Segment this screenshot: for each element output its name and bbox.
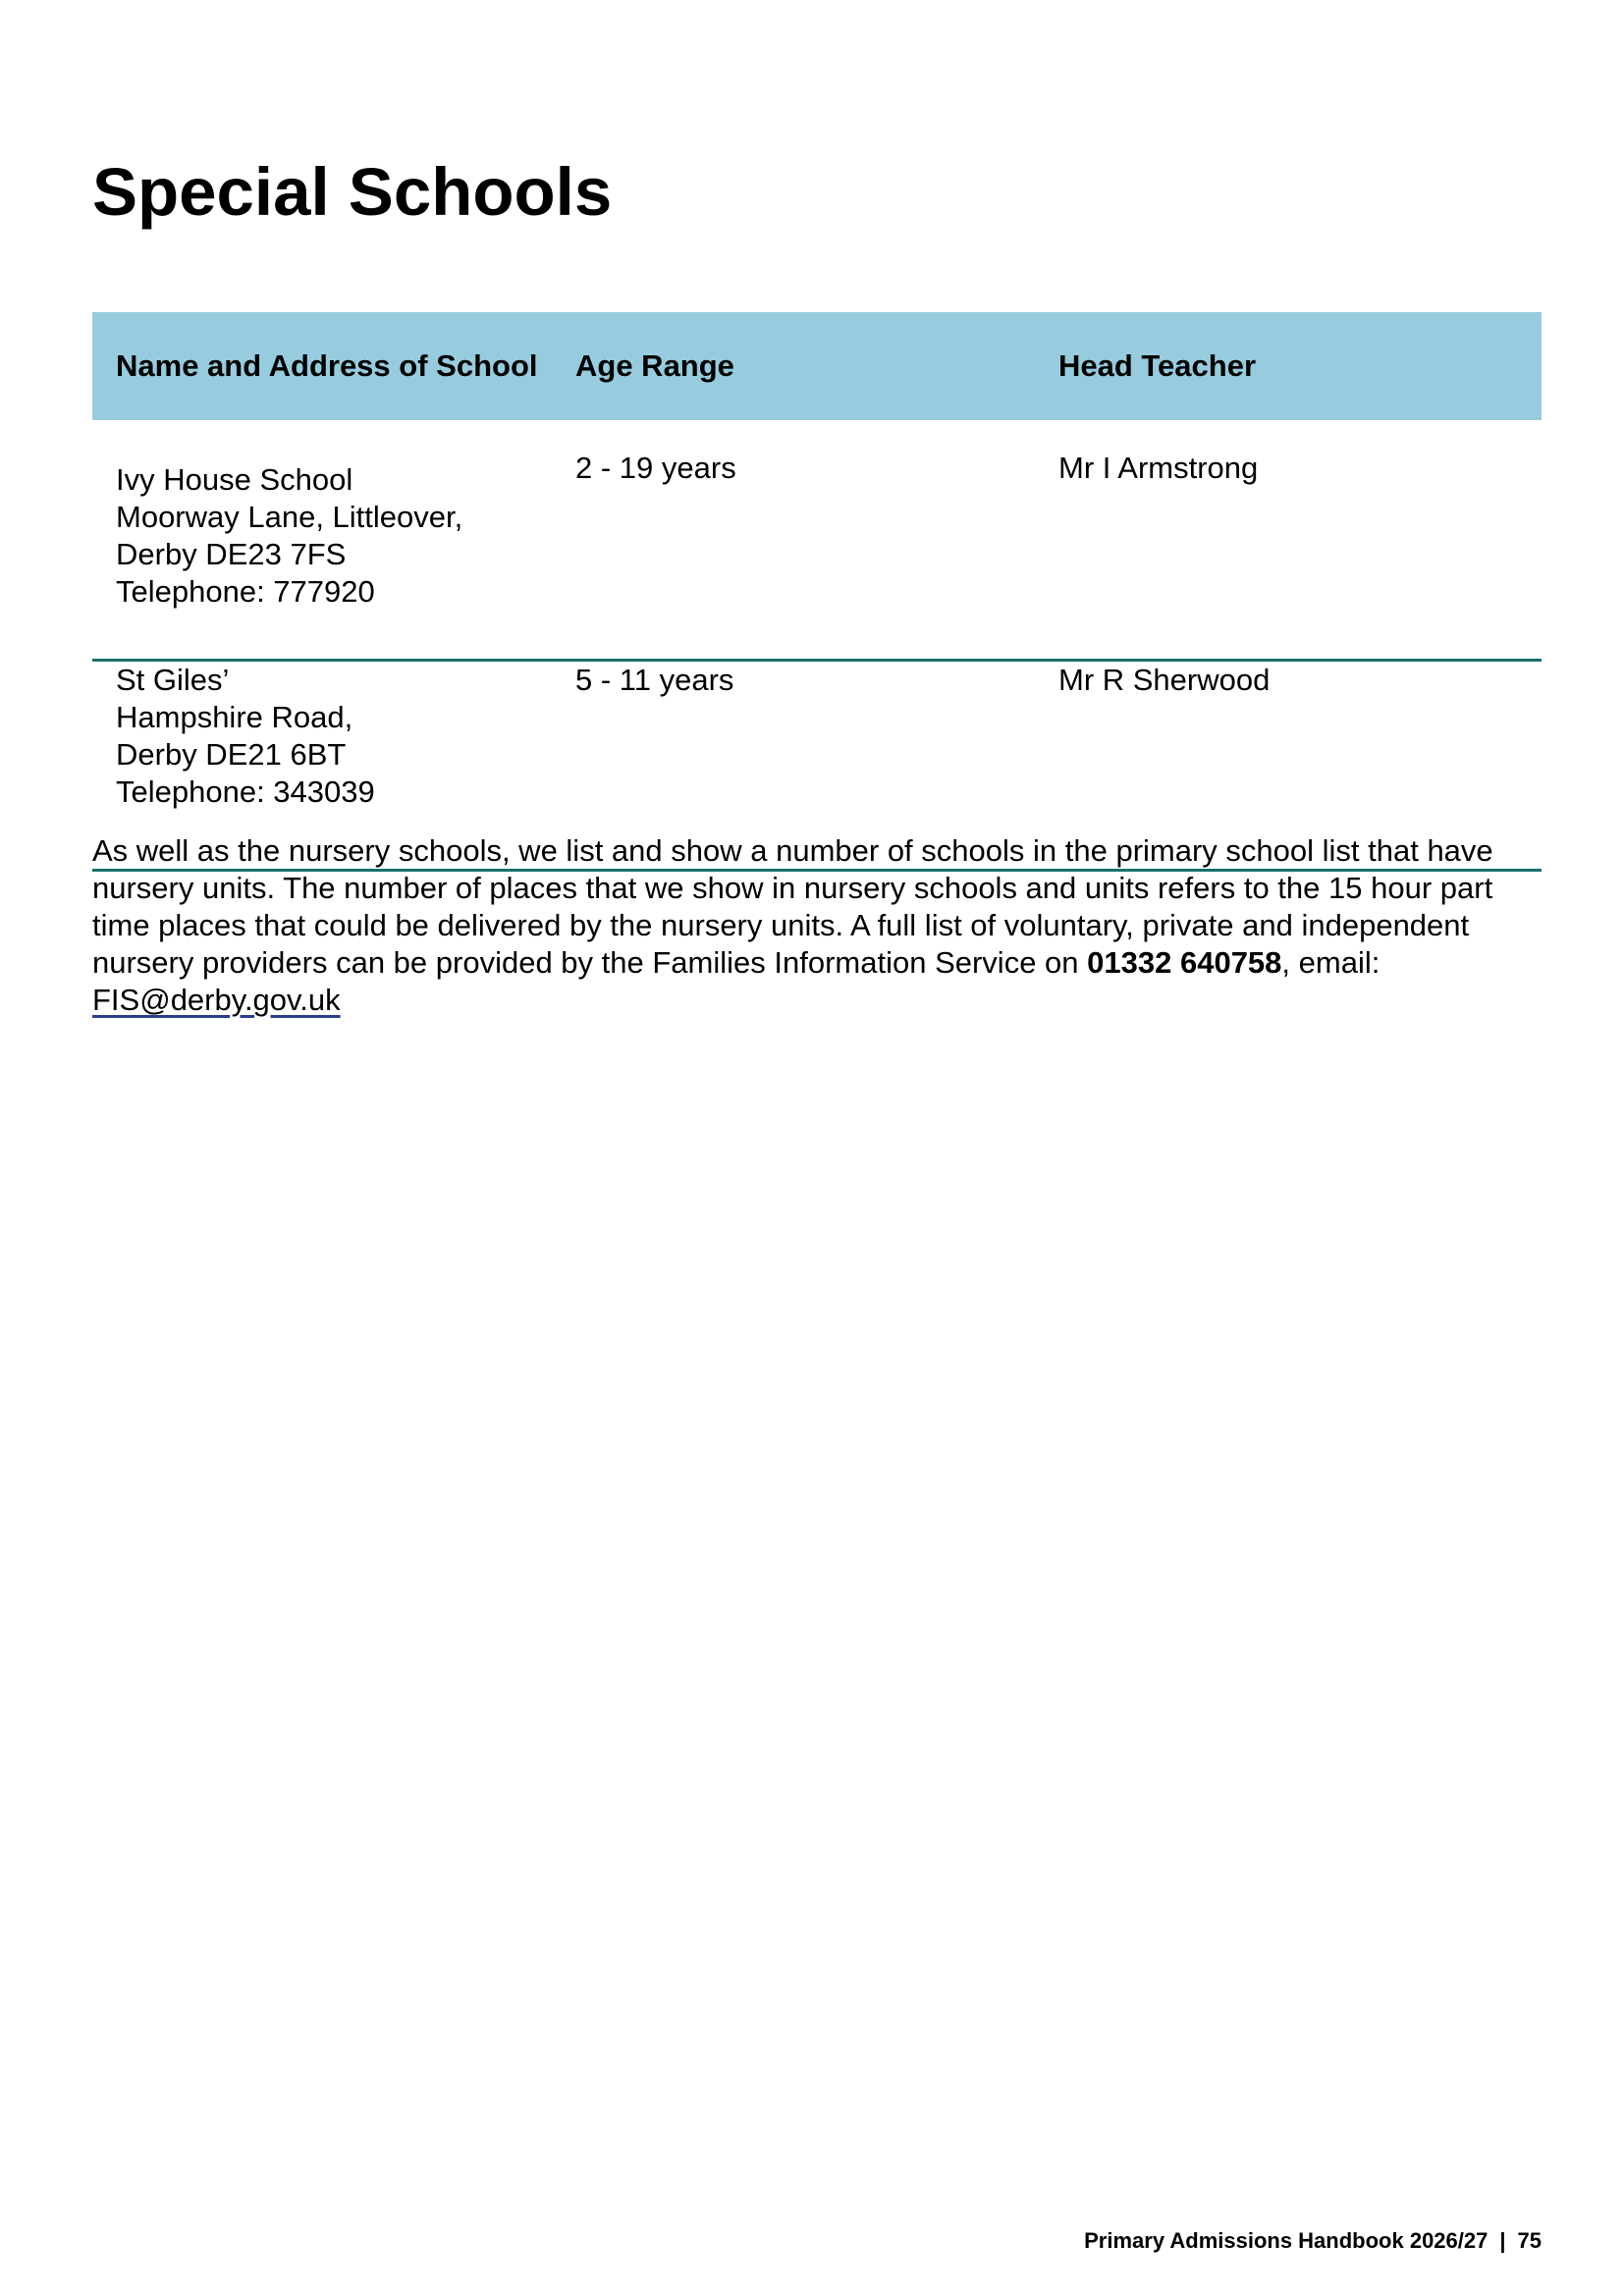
info-text-email-label: , email: xyxy=(1281,945,1380,980)
nursery-info-paragraph xyxy=(92,832,1545,1019)
school-name: Ivy House School xyxy=(116,462,353,497)
table-header-row xyxy=(92,312,1542,420)
special-schools-table xyxy=(92,312,1542,872)
fis-phone-number: 01332 640758 xyxy=(1087,945,1282,980)
address-line: Derby DE23 7FS xyxy=(116,537,347,571)
age-range-cell: 5 - 11 years xyxy=(552,661,1035,871)
page-title: Special Schools xyxy=(92,154,613,230)
address-line: Moorway Lane, Littleover, xyxy=(116,500,463,534)
school-name: St Giles’ xyxy=(116,663,230,697)
telephone-line: Telephone: 777920 xyxy=(116,574,375,609)
head-teacher-cell: Mr I Armstrong xyxy=(1035,420,1542,661)
page-number: 75 xyxy=(1517,2228,1542,2253)
footer-separator: | xyxy=(1499,2228,1506,2253)
address-line: Derby DE21 6BT xyxy=(116,737,347,772)
address-line: Hampshire Road, xyxy=(116,700,353,734)
info-text: As well as the nursery schools, we list and show a number of schools in the primary school list that have nursery units. The number of places that we show in nursery schools and units refers to the 15 hour part time places that could be delivered by the nursery units. A full list of voluntary, private and independent nursery providers can be provided by the Families Information Service on xyxy=(92,833,1493,980)
telephone-line: Telephone: 343039 xyxy=(116,774,375,809)
age-range-cell: 2 - 19 years xyxy=(552,420,1035,661)
header-head-teacher: Head Teacher xyxy=(1035,312,1542,420)
header-name-address: Name and Address of School xyxy=(92,312,552,420)
head-teacher-cell: Mr R Sherwood xyxy=(1035,661,1542,871)
school-address-cell xyxy=(92,420,552,661)
header-age-range: Age Range xyxy=(552,312,1035,420)
handbook-title: Primary Admissions Handbook 2026/27 xyxy=(1084,2228,1489,2253)
table-row xyxy=(92,420,1542,661)
fis-email-link[interactable]: FIS@derby.gov.uk xyxy=(92,983,341,1017)
page-footer xyxy=(1084,2228,1542,2254)
